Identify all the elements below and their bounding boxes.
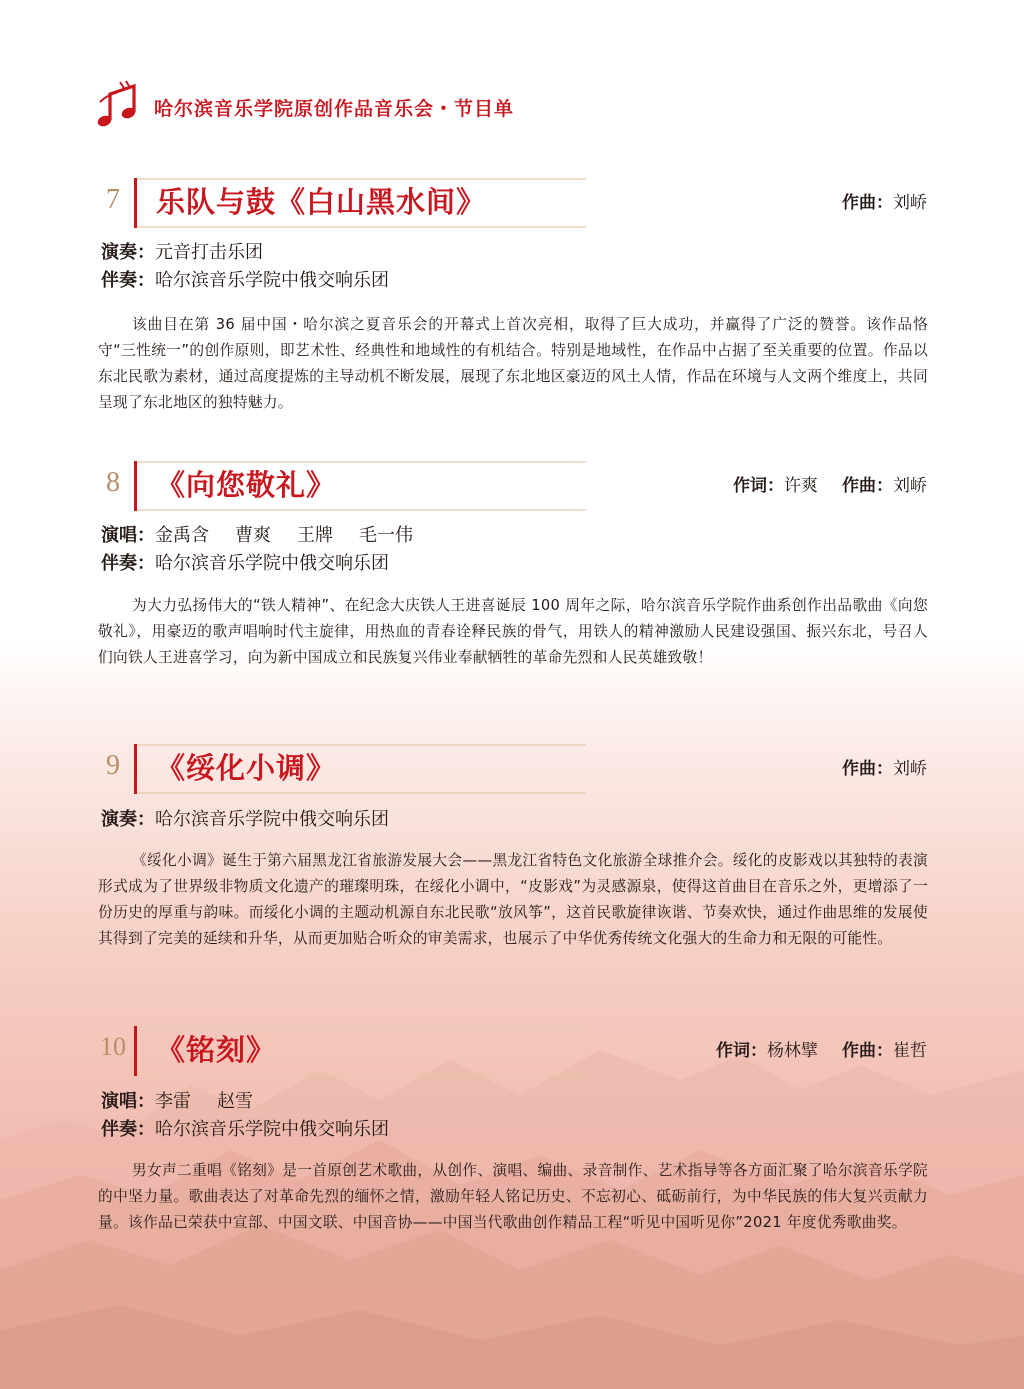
lyricist-label: 作词： — [733, 476, 784, 496]
accomp-label: 伴奏： — [101, 553, 155, 574]
singer-label: 演唱： — [101, 525, 155, 546]
item-description: 该曲目在第 36 届中国・哈尔滨之夏音乐会的开幕式上首次亮相，取得了巨大成功，并赢得了广泛的赞誉。该作品恪守“三性统一”的创作原则，即艺术性、经典性和地域性的有机结合。特别是地域性，在作品中占据了至关重要的位置。作品以东北民歌为素材，通过高度提炼的主导动机不断发展，展现了东北地区豪迈的风土人情，作品在环境与人文两个维度上，共同呈现了东北地区的独特魅力。 — [98, 316, 928, 411]
item-title: 《铭刻》 — [156, 1033, 277, 1067]
singer-label: 演唱： — [101, 1091, 155, 1112]
item-title: 乐队与鼓《白山黑水间》 — [156, 185, 487, 219]
composer-name: 崔哲 — [893, 1041, 927, 1061]
composer-label: 作曲： — [842, 476, 893, 496]
item-description: 为大力弘扬伟大的“铁人精神”、在纪念大庆铁人王进喜诞辰 100 周年之际，哈尔滨音乐学院作曲系创作出品歌曲《向您敬礼》，用豪迈的歌声唱响时代主旋律，用热血的青春诠释民族的骨气，用铁人的精神激励人民建设强国、振兴东北，号召人们向铁人王进喜学习，向为新中国成立和民族复兴伟业奉献牺牲的革命先烈和人民英雄致敬！ — [98, 597, 928, 666]
accompaniment-line — [101, 266, 389, 292]
accomp-label: 伴奏： — [101, 270, 155, 291]
item-credits — [842, 754, 927, 779]
singer-name: 王牌 — [297, 525, 333, 546]
performer-label: 演奏： — [101, 809, 155, 830]
performer-line — [101, 805, 389, 831]
item-credits — [733, 471, 927, 496]
item-number: 8 — [106, 467, 120, 498]
item-number: 7 — [106, 184, 120, 215]
lyricist-label: 作词： — [716, 1041, 767, 1061]
composer-label: 作曲： — [842, 1041, 893, 1061]
singer-name: 曹爽 — [235, 525, 271, 546]
singer-line — [101, 521, 439, 547]
accomp-name: 哈尔滨音乐学院中俄交响乐团 — [155, 553, 389, 574]
singer-name: 赵雪 — [217, 1091, 253, 1112]
composer-name: 刘峤 — [893, 476, 927, 496]
item-credits — [842, 188, 927, 213]
performer-name: 哈尔滨音乐学院中俄交响乐团 — [155, 809, 389, 830]
performer-name: 元音打击乐团 — [155, 242, 263, 263]
item-credits — [716, 1036, 927, 1061]
accompaniment-line — [101, 1115, 389, 1141]
program-title: 哈尔滨音乐学院原创作品音乐会・节目单 — [154, 98, 515, 120]
item-number: 9 — [106, 750, 120, 781]
singer-name: 李雷 — [155, 1091, 191, 1112]
composer-name: 刘峤 — [893, 193, 927, 213]
composer-label: 作曲： — [842, 759, 893, 779]
item-description: 《绥化小调》诞生于第六届黑龙江省旅游发展大会——黑龙江省特色文化旅游全球推介会。绥化的皮影戏以其独特的表演形式成为了世界级非物质文化遗产的璀璨明珠，在绥化小调中，“皮影戏”为灵感源泉，使得这首曲目在音乐之外，更增添了一份历史的厚重与韵味。而绥化小调的主题动机源自东北民歌“放风筝”，这首民歌旋律诙谐、节奏欢快，通过作曲思维的发展使其得到了完美的延续和升华，从而更加贴合听众的审美需求，也展示了中华优秀传统文化强大的生命力和无限的可能性。 — [98, 852, 928, 947]
lyricist-name: 许爽 — [784, 476, 818, 496]
item-number: 10 — [100, 1032, 126, 1061]
item-title: 《绥化小调》 — [156, 751, 337, 785]
composer-label: 作曲： — [842, 193, 893, 213]
singer-line — [101, 1087, 279, 1113]
performer-label: 演奏： — [101, 242, 155, 263]
accomp-label: 伴奏： — [101, 1119, 155, 1140]
music-note-icon — [96, 80, 144, 132]
item-title: 《向您敬礼》 — [156, 468, 337, 502]
composer-name: 刘峤 — [893, 759, 927, 779]
item-description: 男女声二重唱《铭刻》是一首原创艺术歌曲，从创作、演唱、编曲、录音制作、艺术指导等各方面汇聚了哈尔滨音乐学院的中坚力量。歌曲表达了对革命先烈的缅怀之情，激励年轻人铭记历史、不忘初心、砥砺前行，为中华民族的伟大复兴贡献力量。该作品已荣获中宣部、中国文联、中国音协——中国当代歌曲创作精品工程“听见中国听见你”2021 年度优秀歌曲奖。 — [98, 1162, 928, 1231]
accomp-name: 哈尔滨音乐学院中俄交响乐团 — [155, 1119, 389, 1140]
lyricist-name: 杨林擘 — [767, 1041, 818, 1061]
performer-line — [101, 238, 263, 264]
singer-name: 金禹含 — [155, 525, 209, 546]
singer-name: 毛一伟 — [359, 525, 413, 546]
accomp-name: 哈尔滨音乐学院中俄交响乐团 — [155, 270, 389, 291]
accompaniment-line — [101, 549, 389, 575]
